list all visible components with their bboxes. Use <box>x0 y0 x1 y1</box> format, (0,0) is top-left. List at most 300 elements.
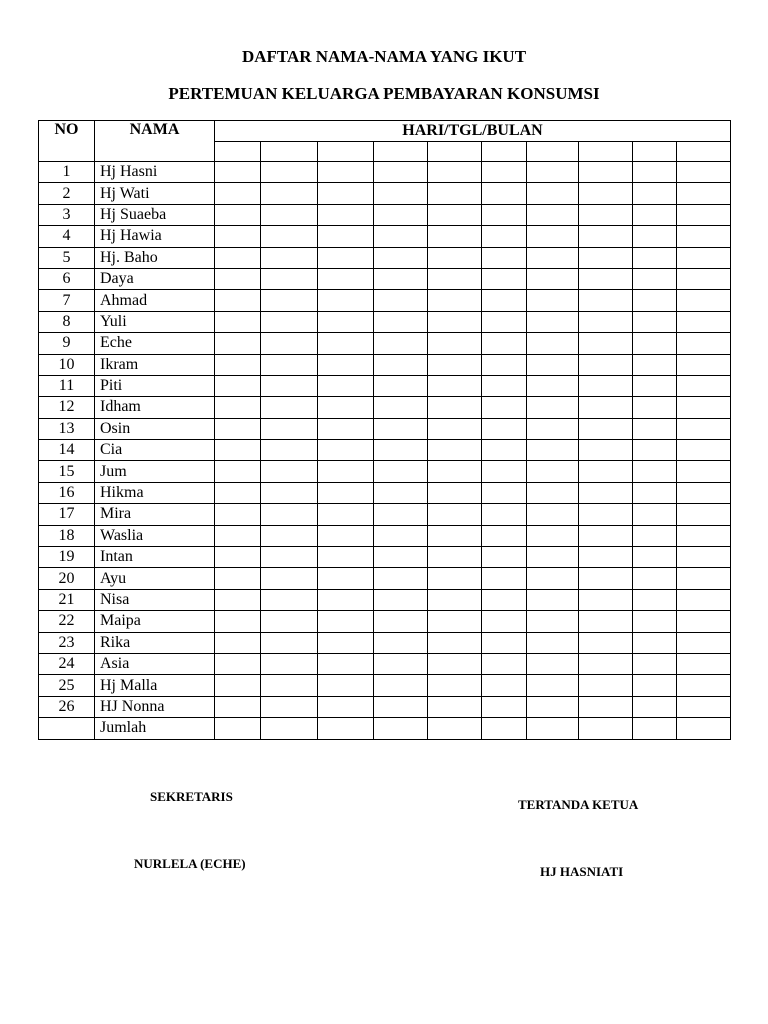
date-header-cell <box>215 142 261 162</box>
date-cell <box>527 482 579 503</box>
table-row <box>39 247 731 268</box>
date-cell <box>428 696 482 717</box>
date-cell <box>374 696 428 717</box>
date-cell <box>261 204 318 225</box>
table-row <box>39 354 731 375</box>
date-cell <box>215 183 261 204</box>
date-cell <box>318 311 374 332</box>
date-cell <box>428 461 482 482</box>
row-name: Hj Hawia <box>95 226 215 247</box>
date-cell <box>482 311 527 332</box>
date-cell <box>579 653 633 674</box>
date-cell <box>677 461 731 482</box>
row-name: Hikma <box>95 482 215 503</box>
date-cell <box>579 547 633 568</box>
date-cell <box>215 268 261 289</box>
date-cell <box>428 226 482 247</box>
date-cell <box>527 418 579 439</box>
date-cell <box>374 354 428 375</box>
secretary-title: SEKRETARIS <box>150 789 233 804</box>
date-cell <box>482 589 527 610</box>
date-cell <box>261 226 318 247</box>
table-row <box>39 611 731 632</box>
date-cell <box>428 354 482 375</box>
date-cell <box>527 696 579 717</box>
date-header-cell <box>374 142 428 162</box>
date-cell <box>527 675 579 696</box>
date-cell <box>677 311 731 332</box>
date-cell <box>428 268 482 289</box>
date-cell <box>318 632 374 653</box>
date-cell <box>579 268 633 289</box>
date-cell <box>482 440 527 461</box>
date-cell <box>318 247 374 268</box>
date-cell <box>215 461 261 482</box>
date-cell <box>318 354 374 375</box>
date-cell <box>261 547 318 568</box>
table-row <box>39 525 731 546</box>
date-cell <box>374 311 428 332</box>
date-cell <box>374 440 428 461</box>
date-cell <box>428 418 482 439</box>
date-cell <box>633 568 677 589</box>
row-number: 24 <box>39 653 95 674</box>
date-cell <box>527 440 579 461</box>
row-name: Cia <box>95 440 215 461</box>
row-number: 16 <box>39 482 95 503</box>
date-cell <box>677 268 731 289</box>
date-cell <box>579 675 633 696</box>
date-cell <box>318 718 374 739</box>
date-cell <box>374 653 428 674</box>
date-cell <box>633 290 677 311</box>
date-cell <box>579 568 633 589</box>
date-header-cell <box>428 142 482 162</box>
date-cell <box>527 653 579 674</box>
row-number: 3 <box>39 204 95 225</box>
date-cell <box>527 204 579 225</box>
date-cell <box>215 204 261 225</box>
table-row <box>39 418 731 439</box>
date-cell <box>579 247 633 268</box>
date-cell <box>374 482 428 503</box>
date-cell <box>677 247 731 268</box>
date-cell <box>428 525 482 546</box>
date-cell <box>527 354 579 375</box>
date-cell <box>261 589 318 610</box>
row-number: 12 <box>39 397 95 418</box>
row-name: Mira <box>95 504 215 525</box>
date-cell <box>374 226 428 247</box>
table-row <box>39 162 731 183</box>
date-cell <box>374 589 428 610</box>
date-cell <box>482 653 527 674</box>
date-cell <box>374 418 428 439</box>
row-number: 17 <box>39 504 95 525</box>
date-cell <box>579 440 633 461</box>
date-cell <box>215 675 261 696</box>
date-header-cell <box>677 142 731 162</box>
date-cell <box>579 354 633 375</box>
date-cell <box>633 204 677 225</box>
date-cell <box>633 482 677 503</box>
date-cell <box>633 461 677 482</box>
date-cell <box>527 226 579 247</box>
date-cell <box>318 611 374 632</box>
row-number: 22 <box>39 611 95 632</box>
date-cell <box>261 311 318 332</box>
date-cell <box>527 611 579 632</box>
date-cell <box>261 354 318 375</box>
date-cell <box>261 418 318 439</box>
date-cell <box>633 333 677 354</box>
date-cell <box>579 525 633 546</box>
date-cell <box>677 482 731 503</box>
date-cell <box>677 568 731 589</box>
date-cell <box>428 375 482 396</box>
date-cell <box>215 440 261 461</box>
date-cell <box>428 440 482 461</box>
date-cell <box>633 611 677 632</box>
date-cell <box>677 440 731 461</box>
row-name: Idham <box>95 397 215 418</box>
date-cell <box>261 290 318 311</box>
date-cell <box>677 183 731 204</box>
date-cell <box>374 204 428 225</box>
date-cell <box>215 632 261 653</box>
date-cell <box>579 375 633 396</box>
date-cell <box>579 718 633 739</box>
date-cell <box>261 718 318 739</box>
date-cell <box>579 333 633 354</box>
date-cell <box>633 162 677 183</box>
row-number: 26 <box>39 696 95 717</box>
date-cell <box>677 589 731 610</box>
date-cell <box>215 247 261 268</box>
row-number: 1 <box>39 162 95 183</box>
date-cell <box>579 482 633 503</box>
date-cell <box>482 696 527 717</box>
date-cell <box>374 397 428 418</box>
date-cell <box>527 247 579 268</box>
date-cell <box>482 568 527 589</box>
date-cell <box>633 226 677 247</box>
date-cell <box>261 333 318 354</box>
date-cell <box>318 162 374 183</box>
date-cell <box>318 183 374 204</box>
date-cell <box>579 290 633 311</box>
row-number: 7 <box>39 290 95 311</box>
row-number: 15 <box>39 461 95 482</box>
date-cell <box>215 718 261 739</box>
date-cell <box>374 525 428 546</box>
date-cell <box>215 568 261 589</box>
date-cell <box>482 611 527 632</box>
date-cell <box>677 290 731 311</box>
date-cell <box>318 440 374 461</box>
date-cell <box>318 397 374 418</box>
table-row <box>39 333 731 354</box>
date-cell <box>428 589 482 610</box>
row-number: 6 <box>39 268 95 289</box>
date-cell <box>318 675 374 696</box>
date-cell <box>579 418 633 439</box>
date-cell <box>482 482 527 503</box>
row-number: 21 <box>39 589 95 610</box>
date-cell <box>428 162 482 183</box>
secretary-name: NURLELA (ECHE) <box>134 856 246 871</box>
date-cell <box>215 397 261 418</box>
date-cell <box>482 183 527 204</box>
table-row <box>39 504 731 525</box>
date-cell <box>215 354 261 375</box>
date-cell <box>677 333 731 354</box>
date-cell <box>482 418 527 439</box>
date-cell <box>527 568 579 589</box>
date-cell <box>374 333 428 354</box>
date-cell <box>318 375 374 396</box>
date-cell <box>633 589 677 610</box>
date-cell <box>579 461 633 482</box>
date-cell <box>527 290 579 311</box>
date-cell <box>215 504 261 525</box>
date-cell <box>428 333 482 354</box>
date-cell <box>428 504 482 525</box>
date-cell <box>215 653 261 674</box>
date-cell <box>677 504 731 525</box>
date-cell <box>215 226 261 247</box>
date-cell <box>633 268 677 289</box>
row-name: Jumlah <box>95 718 215 739</box>
row-name: Rika <box>95 632 215 653</box>
table-row <box>39 183 731 204</box>
date-cell <box>633 183 677 204</box>
date-cell <box>215 311 261 332</box>
row-name: Osin <box>95 418 215 439</box>
row-name: Hj. Baho <box>95 247 215 268</box>
table-row <box>39 268 731 289</box>
date-cell <box>428 632 482 653</box>
date-cell <box>633 375 677 396</box>
date-cell <box>428 247 482 268</box>
row-name: Hj Hasni <box>95 162 215 183</box>
date-cell <box>633 547 677 568</box>
date-cell <box>428 611 482 632</box>
date-cell <box>318 482 374 503</box>
chair-title: TERTANDA KETUA <box>518 797 639 812</box>
date-cell <box>318 268 374 289</box>
date-cell <box>579 311 633 332</box>
table-row <box>39 482 731 503</box>
row-number: 8 <box>39 311 95 332</box>
row-number: 5 <box>39 247 95 268</box>
table-row <box>39 632 731 653</box>
date-cell <box>633 247 677 268</box>
date-cell <box>374 611 428 632</box>
row-number: 9 <box>39 333 95 354</box>
date-cell <box>261 696 318 717</box>
row-name: Intan <box>95 547 215 568</box>
date-cell <box>633 311 677 332</box>
row-number <box>39 718 95 739</box>
row-number: 18 <box>39 525 95 546</box>
table-row <box>39 589 731 610</box>
date-cell <box>482 333 527 354</box>
date-cell <box>261 247 318 268</box>
date-cell <box>677 204 731 225</box>
date-cell <box>374 568 428 589</box>
date-cell <box>579 696 633 717</box>
date-cell <box>428 718 482 739</box>
date-cell <box>579 183 633 204</box>
date-cell <box>579 204 633 225</box>
row-name: Nisa <box>95 589 215 610</box>
date-cell <box>677 162 731 183</box>
date-cell <box>318 226 374 247</box>
date-cell <box>428 653 482 674</box>
date-cell <box>374 718 428 739</box>
row-name: HJ Nonna <box>95 696 215 717</box>
date-cell <box>482 268 527 289</box>
date-cell <box>261 632 318 653</box>
date-cell <box>579 226 633 247</box>
table-row <box>39 226 731 247</box>
date-cell <box>527 718 579 739</box>
date-cell <box>633 696 677 717</box>
date-cell <box>633 718 677 739</box>
date-cell <box>374 375 428 396</box>
date-header-cell <box>633 142 677 162</box>
date-cell <box>633 354 677 375</box>
row-name: Daya <box>95 268 215 289</box>
row-name: Piti <box>95 375 215 396</box>
row-name: Maipa <box>95 611 215 632</box>
date-cell <box>215 290 261 311</box>
row-number: 23 <box>39 632 95 653</box>
date-header-cell <box>482 142 527 162</box>
row-number: 2 <box>39 183 95 204</box>
row-name: Waslia <box>95 525 215 546</box>
date-cell <box>318 589 374 610</box>
row-name: Hj Malla <box>95 675 215 696</box>
date-cell <box>633 440 677 461</box>
date-cell <box>215 375 261 396</box>
date-cell <box>482 675 527 696</box>
date-cell <box>428 675 482 696</box>
date-cell <box>482 204 527 225</box>
date-cell <box>527 333 579 354</box>
date-cell <box>374 675 428 696</box>
date-cell <box>579 632 633 653</box>
date-cell <box>677 696 731 717</box>
table-row <box>39 696 731 717</box>
date-cell <box>633 653 677 674</box>
date-cell <box>318 333 374 354</box>
date-cell <box>374 247 428 268</box>
date-cell <box>215 589 261 610</box>
row-number: 11 <box>39 375 95 396</box>
header-no: NO <box>39 121 95 162</box>
date-cell <box>527 183 579 204</box>
date-cell <box>633 675 677 696</box>
table-row <box>39 290 731 311</box>
row-name: Jum <box>95 461 215 482</box>
date-cell <box>677 653 731 674</box>
date-cell <box>633 525 677 546</box>
date-cell <box>677 397 731 418</box>
table-row <box>39 547 731 568</box>
date-cell <box>527 504 579 525</box>
date-cell <box>527 162 579 183</box>
date-cell <box>374 504 428 525</box>
table-row <box>39 311 731 332</box>
date-cell <box>482 247 527 268</box>
date-cell <box>374 268 428 289</box>
date-cell <box>677 375 731 396</box>
date-cell <box>318 461 374 482</box>
date-cell <box>261 504 318 525</box>
date-cell <box>677 547 731 568</box>
date-header-cell <box>579 142 633 162</box>
date-cell <box>527 525 579 546</box>
table-row <box>39 204 731 225</box>
date-cell <box>261 653 318 674</box>
date-header-cell <box>261 142 318 162</box>
date-cell <box>633 418 677 439</box>
date-cell <box>374 632 428 653</box>
date-cell <box>261 268 318 289</box>
date-cell <box>579 162 633 183</box>
date-cell <box>579 397 633 418</box>
date-cell <box>428 311 482 332</box>
date-cell <box>633 632 677 653</box>
header-date: HARI/TGL/BULAN <box>215 121 731 142</box>
row-number: 25 <box>39 675 95 696</box>
date-cell <box>677 525 731 546</box>
date-cell <box>527 547 579 568</box>
row-number: 19 <box>39 547 95 568</box>
row-name: Hj Wati <box>95 183 215 204</box>
date-cell <box>261 675 318 696</box>
date-cell <box>374 461 428 482</box>
row-name: Eche <box>95 333 215 354</box>
date-cell <box>482 718 527 739</box>
date-cell <box>428 547 482 568</box>
table-row <box>39 375 731 396</box>
date-cell <box>374 547 428 568</box>
date-cell <box>318 547 374 568</box>
date-cell <box>428 397 482 418</box>
date-cell <box>318 418 374 439</box>
date-cell <box>482 397 527 418</box>
date-cell <box>677 226 731 247</box>
date-cell <box>428 482 482 503</box>
row-name: Ahmad <box>95 290 215 311</box>
date-header-cell <box>527 142 579 162</box>
date-cell <box>482 547 527 568</box>
date-cell <box>482 354 527 375</box>
date-cell <box>527 397 579 418</box>
date-cell <box>428 568 482 589</box>
date-cell <box>215 333 261 354</box>
header-nama: NAMA <box>95 121 215 162</box>
date-cell <box>215 611 261 632</box>
date-cell <box>428 290 482 311</box>
date-cell <box>318 204 374 225</box>
date-cell <box>633 504 677 525</box>
date-cell <box>374 183 428 204</box>
date-cell <box>677 611 731 632</box>
